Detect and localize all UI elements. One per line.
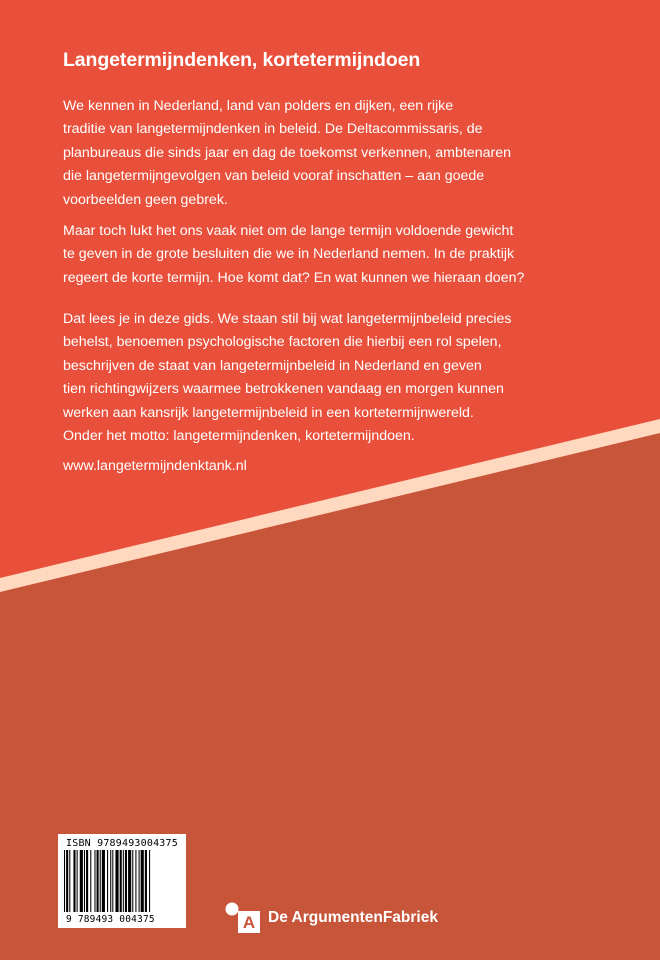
paragraph-line: die langetermijngevolgen van beleid vooraf inschatten – aan goede (63, 168, 485, 185)
barcode-bar (139, 850, 140, 912)
paragraph-line: Onder het motto: langetermijndenken, kortetermijndoen. (63, 428, 415, 445)
barcode-bar (135, 850, 136, 912)
paragraph-3 (63, 308, 643, 448)
paragraph-2 (63, 220, 643, 290)
barcode-bar (97, 850, 99, 912)
paragraph-1 (63, 95, 643, 212)
logo-letter: A (242, 913, 256, 932)
barcode-bar (100, 850, 101, 912)
barcode-bar (145, 850, 147, 912)
isbn-label: ISBN 9789493004375 (66, 838, 178, 849)
barcode-bar (141, 850, 144, 912)
barcode-bar (128, 850, 131, 912)
paragraph-line: werken aan kansrijk langetermijnbeleid in een kortetermijnwereld. (63, 404, 474, 421)
paragraph-line: te geven in de grote besluiten die we in Nederland nemen. In de praktijk (63, 246, 515, 263)
barcode-bar (94, 850, 95, 912)
barcode-bar (110, 850, 111, 912)
barcode-bar (90, 850, 91, 912)
barcode-bar (64, 850, 65, 912)
paragraph-line: behelst, benoemen psychologische factoren die hierbij een rol spelen, (63, 334, 502, 351)
paragraph-line: Maar toch lukt het ons vaak niet om de lange termijn voldoende gewicht (63, 223, 514, 239)
barcode-bar (86, 850, 88, 912)
barcode-bar (120, 850, 122, 912)
paragraph-line: traditie van langetermijndenken in beleid. De Deltacommissaris, de (63, 121, 483, 138)
barcode-bar (123, 850, 124, 912)
paragraph-line: tien richtingwijzers waarmee betrokkenen vandaag en morgen kunnen (63, 381, 504, 398)
barcode-bar (102, 850, 105, 912)
paragraph-line: We kennen in Nederland, land van polders en dijken, een rijke (63, 98, 454, 114)
barcode-digits: 9 789493 004375 (66, 914, 155, 925)
barcode-bar (84, 850, 85, 912)
paragraph-line: voorbeelden geen gebrek. (63, 191, 228, 208)
paragraph-line: Dat lees je in deze gids. We staan stil bij wat langetermijnbeleid precies (63, 311, 512, 327)
barcode-bar (73, 850, 75, 912)
barcode (58, 834, 186, 928)
publisher-name: De ArgumentenFabriek (268, 909, 438, 926)
barcode-bar (115, 850, 118, 912)
publisher-logo (224, 901, 438, 935)
barcode-bar (69, 850, 70, 912)
barcode-bar (107, 850, 108, 912)
paragraph-line: planbureaus die sinds jaar en dag de toekomst verkennen, ambtenaren (63, 144, 511, 161)
website-link[interactable]: www.langetermijndenktank.nl (63, 458, 247, 474)
barcode-bar (149, 850, 150, 912)
barcode-bar (80, 850, 83, 912)
paragraph-line: beschrijven de staat van langetermijnbeleid in Nederland en geven (63, 357, 482, 374)
paragraph-line: regeert de korte termijn. Hoe komt dat? En wat kunnen we hieraan doen? (63, 269, 525, 286)
barcode-bar (112, 850, 113, 912)
barcode-bar (132, 850, 133, 912)
barcode-bar (125, 850, 127, 912)
argumentenfabriek-logo-icon (224, 901, 262, 935)
barcode-bars (64, 850, 180, 912)
page-title: Langetermijndenken, kortetermijndoen (63, 49, 421, 71)
barcode-bar (77, 850, 78, 912)
barcode-bar (66, 850, 68, 912)
